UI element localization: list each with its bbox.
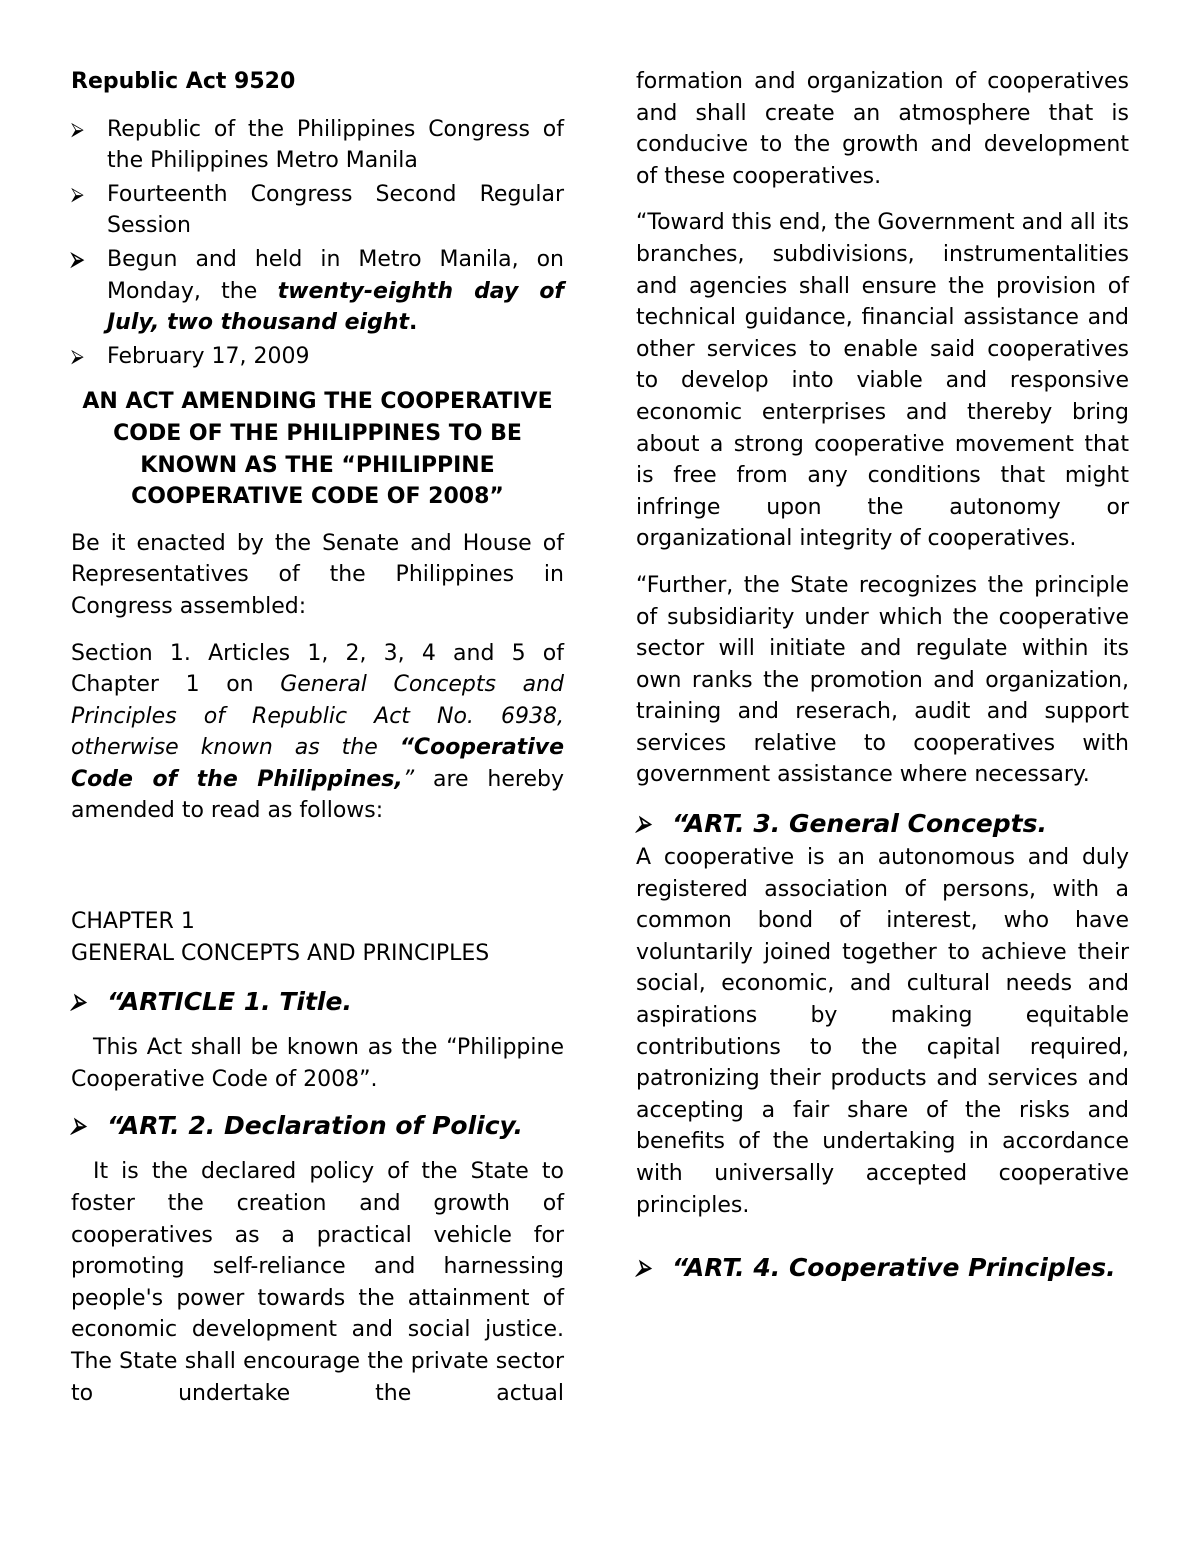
bullet-text: Begun and held in Metro Manila, on Monday, the twenty-eighth day of July, two thousand eight.: [107, 246, 564, 336]
article-heading: ⮚ “ART. 3. General Concepts.: [636, 805, 1129, 842]
arrow-bullet-icon: ⮚: [636, 811, 651, 836]
list-item: [71, 341, 564, 373]
chapter-label: CHAPTER 1: [71, 909, 195, 935]
article-2-text-continued: formation and organization of cooperatives and shall create an atmosphere that is conducive to the growth and development of these cooperatives.: [636, 69, 1129, 189]
article-heading: ⮚ “ART. 4. Cooperative Principles.: [636, 1249, 1129, 1286]
article-2-para-2: “Toward this end, the Government and all its branches, subdivisions, instrumentalities and agencies shall ensure the provision of technical guidance, financial assistance and other services to enable said cooperatives to develop into viable and responsive economic enterprises and thereby bring about a strong cooperative movement that is free from any conditions that might infringe upon the autonomy or organizational integrity of cooperatives.: [636, 210, 1129, 552]
article-heading: ⮚ “ART. 2. Declaration of Policy.: [71, 1107, 564, 1144]
article-1-text: This Act shall be known as the “Philippine Cooperative Code of 2008”.: [71, 1035, 564, 1092]
article-heading: ⮚ “ARTICLE 1. Title.: [71, 983, 564, 1020]
section-1: Section 1. Articles 1, 2, 3, 4 and 5 of Chapter 1 on General Concepts and Principles of Republic Act No. 6938, otherwise known as the “Cooperative Code of the Philippines,” are hereby amended to read as follows:: [71, 640, 564, 824]
list-item: [71, 179, 564, 242]
chapter-title: GENERAL CONCEPTS AND PRINCIPLES: [71, 940, 490, 966]
article-2-text: It is the declared policy of the State to foster the creation and growth of cooperatives as a practical vehicle for promoting self-reliance and harnessing people's power towards the attainment of economic development and social justice. The State shall encourage the private sector to undertake the actual: [71, 1159, 564, 1406]
article-3-text: A cooperative is an autonomous and duly registered association of persons, with a common bond of interest, who have voluntarily joined together to achieve their social, economic, and cultural needs and aspirations by making equitable contributions to the capital required, patronizing their products and services and accepting a fair share of the risks and benefits of the undertaking in accordance with universally accepted cooperative principles.: [636, 845, 1129, 1218]
arrow-bullet-icon: ⮚: [71, 118, 84, 140]
arrow-bullet-icon: ⮚: [71, 989, 86, 1014]
act-title: AN ACT AMENDING THE COOPERATIVE CODE OF THE PHILIPPINES TO BE KNOWN AS THE “PHILIPPINE COOPERATIVE CODE OF 2008”: [82, 389, 553, 510]
arrow-bullet-icon: ⮚: [636, 1255, 651, 1280]
arrow-bullet-icon: ⮚: [71, 183, 84, 205]
left-column: [71, 66, 564, 1409]
enacting-clause: Be it enacted by the Senate and House of Representatives of the Philippines in Congress assembled:: [71, 530, 564, 619]
list-item: [71, 114, 564, 177]
right-column: [636, 66, 1129, 1286]
article-2-para-3: “Further, the State recognizes the principle of subsidiarity under which the cooperative sector will initiate and regulate within its own ranks the promotion and organization, training and reserach, audit and support services relative to cooperatives with government assistance where necessary.: [636, 572, 1129, 788]
list-item: [71, 244, 564, 339]
bullet-text: Fourteenth Congress Second Regular Session: [107, 181, 564, 239]
arrow-bullet-icon: ⮚: [71, 1113, 86, 1138]
arrow-bullet-icon: ⮚: [71, 345, 84, 367]
bullet-text: Republic of the Philippines Congress of the Philippines Metro Manila: [107, 116, 564, 174]
doc-title: Republic Act 9520: [71, 69, 296, 94]
arrow-bullet-icon: ⮚: [71, 248, 84, 270]
bullet-text: February 17, 2009: [107, 343, 310, 369]
